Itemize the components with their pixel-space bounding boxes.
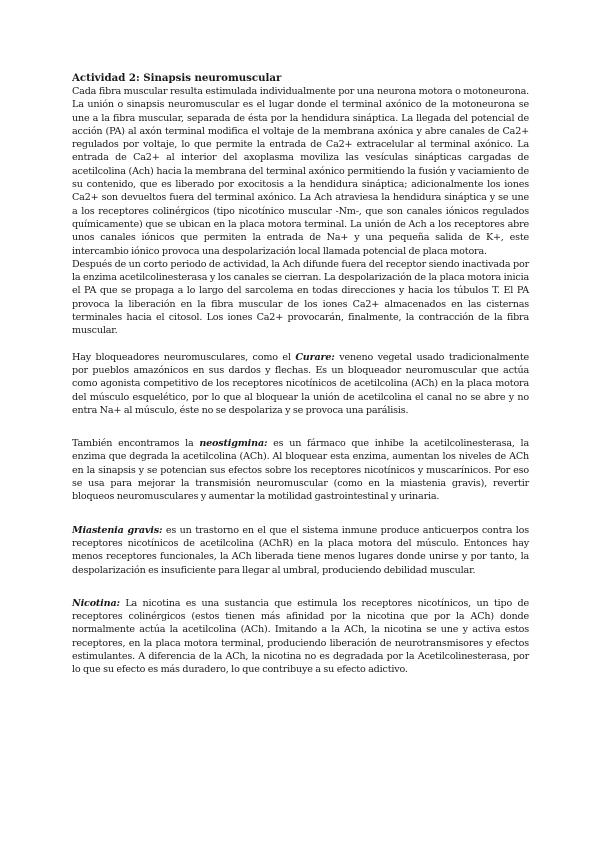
nicotina-text-after: La nicotina es una sustancia que estimula los receptores nicotínicos, un tipo de receptores colinérgicos (estos tienen más afinidad por la nicotina que por la ACh) donde normalmente actúa la acetilcolina (ACh). Imitando a la ACh, la nicotina se une y activa estos receptores, en la placa motora terminal, produciendo liberación de neurotransmisores y efectos estimulantes. A diferencia de la ACh, la nicotina no es degradada por la Acetilcolinesterasa, por lo que su efecto es más duradero, lo que contribuye a su efecto adictivo. — [72, 597, 529, 676]
curare-text-after: veneno vegetal usado tradicionalmente por pueblos amazónicos en sus dardos y flechas. Es un bloqueador neuromuscular que actúa como agonista competitivo de los receptores nicotínicos de acetilcolina (ACh) en la placa motora del músculo esquelético, por lo que al bloquear la unión de acetilcolina el canal no se abre y no entra Na+ al músculo, éste no se despolariza y se provoca una parálisis. — [72, 351, 529, 416]
paragraph-curare — [72, 351, 529, 417]
paragraph-nicotina — [72, 597, 529, 677]
term-miastenia-gravis: Miastenia gravis: — [72, 524, 163, 536]
term-nicotina: Nicotina: — [72, 597, 120, 609]
neostigmina-text-before: También encontramos la — [72, 438, 200, 450]
paragraph-neostigmina — [72, 437, 529, 503]
miastenia-text-after: es un trastorno en el que el sistema inmune produce anticuerpos contra los receptores nicotínicos de acetilcolina (AChR) en la placa motora del músculo. Entonces hay menos receptores funcionales, la ACh liberada tiene menos lugares donde unirse y por tanto, la despolarización es insuficiente para llegar al umbral, produciendo debilidad muscular. — [72, 524, 529, 576]
term-neostigmina: neostigmina: — [199, 438, 268, 450]
term-curare: Curare: — [295, 351, 335, 363]
page-title: Actividad 2: Sinapsis neuromuscular — [72, 72, 282, 84]
neostigmina-text-after: es un fármaco que inhibe la acetilcolinesterasa, la enzima que degrada la acetilcolina (ACh). Al bloquear esta enzima, aumentan los niveles de ACh en la sinapsis y se potencian sus efectos sobre los receptores nicotínicos y muscarínicos. Por eso se usa para mejorar la transmisión neuromuscular (como en la miastenia gravis), revertir bloqueos neuromusculares y aumentar la motilidad gastrointestinal y urinaria. — [72, 438, 529, 503]
paragraph-sinapsis-intro: Cada fibra muscular resulta estimulada individualmente por una neurona motora o motoneurona. La unión o sinapsis neuromuscular es el lugar donde el terminal axónico de la motoneurona se une a la fibra muscular, separada de ésta por la hendidura sináptica. La llegada del potencial de acción (PA) al axón terminal modifica el voltaje de la membrana axónica y abre canales de Ca2+ regulados por voltaje, lo que permite la entrada de Ca2+ extracelular al terminal axónico. La entrada de Ca2+ al interior del axoplasma moviliza las vesículas sinápticas cargadas de acetilcolina (Ach) hacia la membrana del terminal axónico permitiendo la fusión y vaciamiento de su contenido, que es liberado por exocitosis a la hendidura sináptica; adicionalmente los iones Ca2+ son devueltos fuera del terminal axónico. La Ach atraviesa la hendidura sináptica y se une a los receptores colinérgicos (tipo nicotínico muscular -Nm-, que son canales iónicos regulados químicamente) que se ubican en la placa motora terminal. La unión de Ach a los receptores abre unos canales iónicos que permiten la entrada de Na+ y una pequeña salida de K+, este intercambio iónico provoca una despolarización local llamada potencial de placa motora. — [72, 86, 529, 257]
curare-text-before: Hay bloqueadores neuromusculares, como el — [72, 351, 296, 363]
paragraph-sinapsis-contraccion: Después de un corto periodo de actividad, la Ach difunde fuera del receptor siendo inactivada por la enzima acetilcolinesterasa y los canales se cierran. La despolarización de la placa motora inicia el PA que se propaga a lo largo del sarcolema en todas direcciones y hacia los túbulos T. El PA provoca la liberación en la fibra muscular de los iones Ca2+ almacenados en las cisternas terminales hacia el citosol. Los iones Ca2+ provocarán, finalmente, la contracción de la fibra muscular. — [72, 258, 529, 337]
paragraph-miastenia-gravis — [72, 524, 529, 577]
